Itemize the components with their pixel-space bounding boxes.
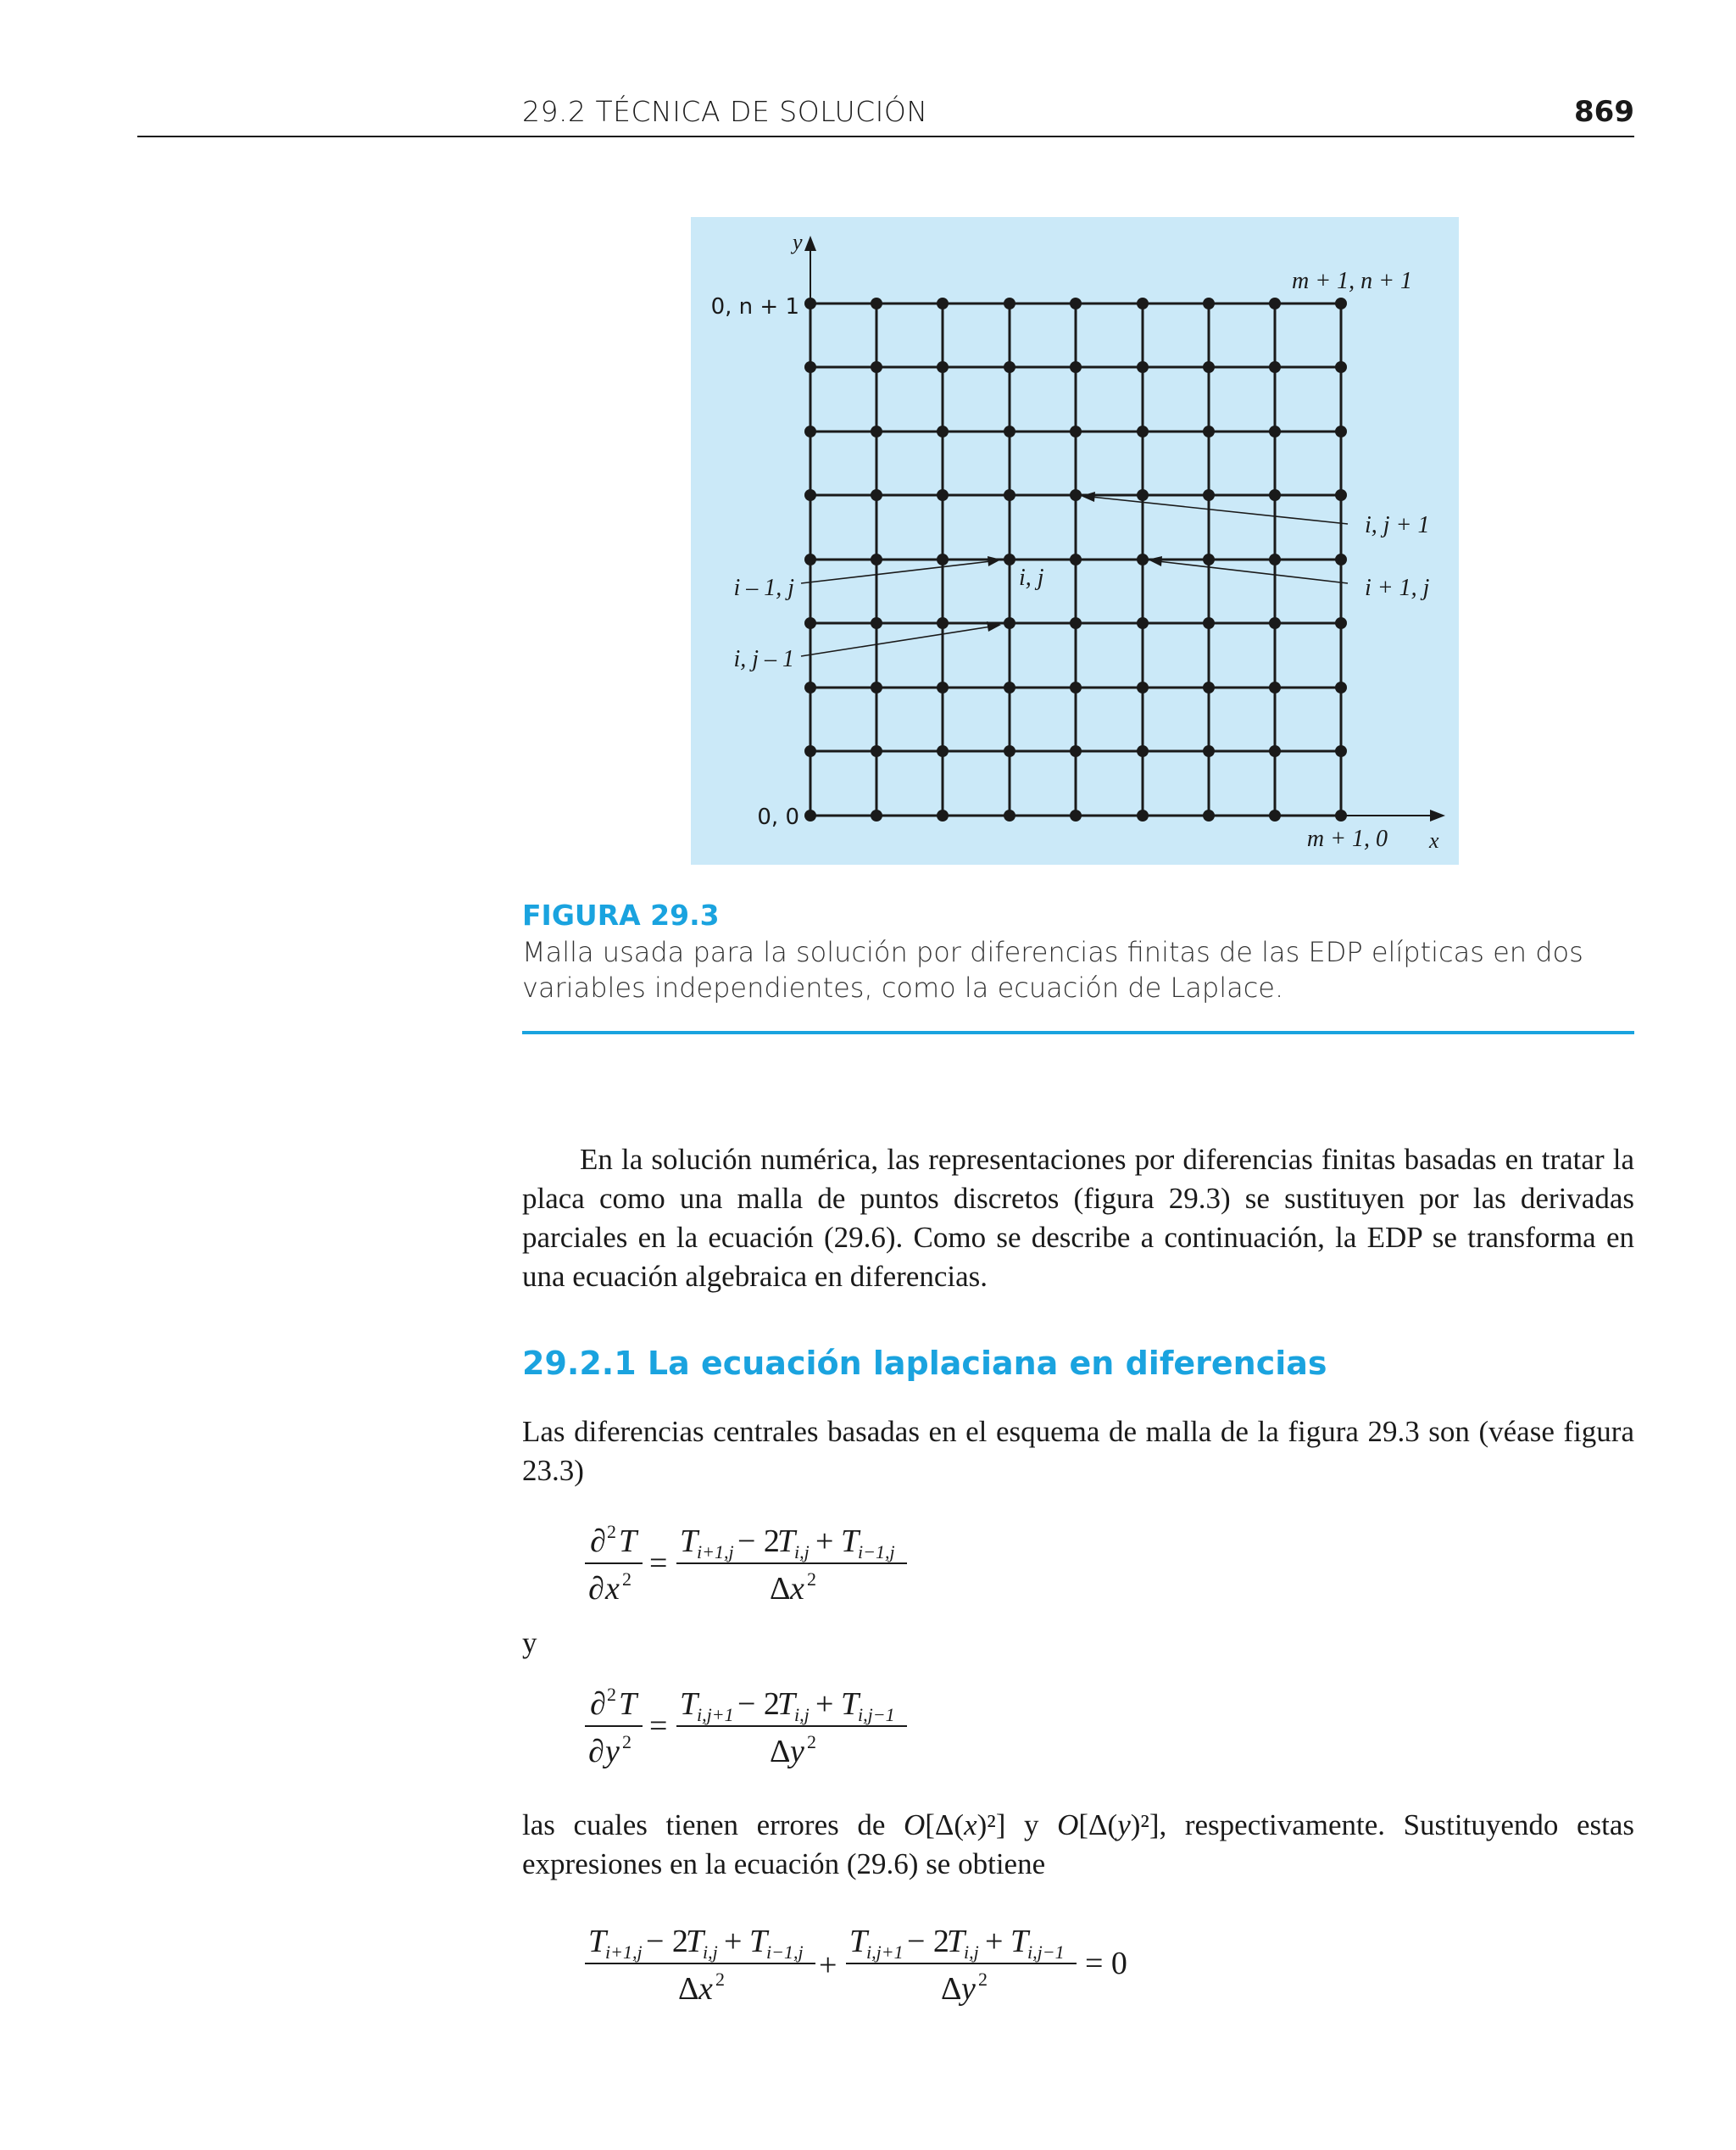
grid-node	[804, 682, 816, 693]
svg-text:T: T	[777, 1686, 796, 1722]
grid-node	[1335, 745, 1347, 757]
svg-text:Δ: Δ	[678, 1971, 699, 2007]
svg-text:− 2: − 2	[737, 1686, 780, 1722]
grid-node	[1269, 682, 1281, 693]
grid-node	[1269, 426, 1281, 437]
grid-node	[1004, 361, 1015, 373]
svg-text:T: T	[841, 1686, 860, 1722]
figure-caption-label: FIGURA 29.3	[522, 899, 720, 932]
grid-node	[804, 617, 816, 629]
svg-text:i,j+1: i,j+1	[866, 1941, 904, 1963]
svg-text:T: T	[841, 1523, 860, 1559]
svg-text:i+1,j: i+1,j	[697, 1541, 734, 1562]
grid-node	[1137, 426, 1149, 437]
grid-node	[871, 298, 882, 309]
grid-node	[937, 489, 949, 501]
grid-node	[804, 361, 816, 373]
grid-node	[1137, 489, 1149, 501]
grid-node	[1335, 682, 1347, 693]
grid-node	[1070, 682, 1082, 693]
svg-text:Δ: Δ	[770, 1571, 791, 1607]
svg-text:2: 2	[978, 1969, 988, 1990]
svg-text:+: +	[819, 1947, 837, 1983]
grid-node	[1070, 298, 1082, 309]
grid-node	[1335, 361, 1347, 373]
svg-text:2: 2	[715, 1969, 725, 1990]
svg-text:i,j: i,j	[964, 1941, 979, 1963]
svg-text:i,j: i,j	[794, 1541, 810, 1562]
svg-text:∂: ∂	[588, 1571, 604, 1607]
grid-node	[1070, 810, 1082, 822]
x-axis-label: x	[1429, 828, 1439, 853]
grid-node	[871, 745, 882, 757]
svg-text:2: 2	[607, 1521, 616, 1542]
svg-text:= 0: = 0	[1085, 1946, 1127, 1981]
grid-node	[1269, 617, 1281, 629]
grid-node	[1269, 554, 1281, 565]
grid-node	[1004, 298, 1015, 309]
svg-text:T: T	[947, 1924, 965, 1959]
svg-text:∂: ∂	[590, 1523, 606, 1559]
grid-node	[1070, 489, 1082, 501]
grid-node	[937, 361, 949, 373]
grid-node	[1203, 745, 1215, 757]
grid-node	[1070, 617, 1082, 629]
grid-node	[1137, 617, 1149, 629]
grid-node	[1070, 426, 1082, 437]
svg-text:x: x	[790, 1571, 804, 1607]
svg-text:T: T	[749, 1924, 768, 1959]
svg-text:i,j−1: i,j−1	[1027, 1941, 1065, 1963]
grid-node	[1335, 554, 1347, 565]
grid-node	[1335, 489, 1347, 501]
grid-node	[804, 489, 816, 501]
svg-text:x: x	[605, 1571, 620, 1607]
equation-laplace-difference	[585, 1914, 1161, 2016]
label-i-j-minus-1: i, j – 1	[733, 646, 794, 672]
svg-text:i−1,j: i−1,j	[766, 1941, 804, 1963]
grid-node	[1004, 554, 1015, 565]
label-bottom-left: 0, 0	[757, 805, 799, 830]
svg-text:+: +	[985, 1924, 1004, 1959]
svg-text:T: T	[680, 1686, 698, 1722]
grid-node	[871, 682, 882, 693]
grid-node	[937, 554, 949, 565]
grid-node	[871, 426, 882, 437]
grid-node	[1137, 554, 1149, 565]
grid-node	[804, 745, 816, 757]
grid-node	[1203, 298, 1215, 309]
body-paragraph-3: las cuales tienen errores de O[Δ(x)²] y O[Δ(y)²], respectivamente. Sustituyendo estas expresiones en la ecuación (29.6) se obtiene	[522, 1808, 1634, 1880]
page-number: 869	[1574, 95, 1634, 129]
grid-node	[1004, 426, 1015, 437]
grid-node	[1269, 489, 1281, 501]
grid-node	[871, 361, 882, 373]
svg-text:i,j+1: i,j+1	[697, 1704, 734, 1725]
svg-text:x: x	[698, 1971, 713, 2007]
label-top-right: m + 1, n + 1	[1291, 268, 1412, 294]
grid-node	[804, 554, 816, 565]
svg-text:y: y	[961, 1971, 976, 2007]
grid-node	[1335, 810, 1347, 822]
svg-text:T: T	[619, 1686, 637, 1722]
grid-node	[1203, 810, 1215, 822]
svg-text:+: +	[815, 1686, 834, 1722]
grid-node	[1070, 745, 1082, 757]
grid-node	[1004, 745, 1015, 757]
svg-text:T: T	[1010, 1924, 1029, 1959]
equation-d2t-dy2	[585, 1677, 924, 1779]
equation-d2t-dx2	[585, 1514, 924, 1616]
svg-text:i+1,j: i+1,j	[605, 1941, 643, 1963]
grid-node	[937, 617, 949, 629]
grid-node	[1137, 298, 1149, 309]
grid-node	[1203, 554, 1215, 565]
grid-node	[937, 298, 949, 309]
header-rule	[137, 136, 1634, 137]
grid-node	[804, 298, 816, 309]
grid-node	[937, 682, 949, 693]
grid-node	[1269, 361, 1281, 373]
svg-text:∂: ∂	[588, 1734, 604, 1769]
svg-text:T: T	[619, 1523, 637, 1559]
running-header-section: 29.2 TÉCNICA DE SOLUCIÓN	[522, 95, 928, 128]
grid-node	[1004, 682, 1015, 693]
svg-text:y: y	[790, 1734, 804, 1769]
svg-text:2: 2	[622, 1568, 632, 1590]
grid-node	[1004, 810, 1015, 822]
figure-caption-text: Malla usada para la solución por diferencias finitas de las EDP elípticas en dos variables independientes, como la ecuación de Laplace.	[522, 936, 1583, 1004]
grid-node	[1203, 617, 1215, 629]
label-i-plus-1-j: i + 1, j	[1365, 575, 1430, 601]
grid-node	[1004, 617, 1015, 629]
svg-text:2: 2	[607, 1684, 616, 1705]
grid-node	[1335, 617, 1347, 629]
grid-node	[1269, 810, 1281, 822]
grid-node	[871, 489, 882, 501]
svg-text:i,j: i,j	[703, 1941, 718, 1963]
svg-text:+: +	[815, 1523, 834, 1559]
grid-node	[1004, 489, 1015, 501]
grid-node	[1137, 682, 1149, 693]
svg-text:T: T	[777, 1523, 796, 1559]
svg-text:T: T	[849, 1924, 868, 1959]
body-paragraph-2: Las diferencias centrales basadas en el esquema de malla de la figura 29.3 son (véase figura 23.3)	[522, 1415, 1634, 1487]
grid-node	[871, 554, 882, 565]
svg-text:i−1,j: i−1,j	[858, 1541, 895, 1562]
svg-text:+: +	[724, 1924, 743, 1959]
svg-text:2: 2	[807, 1731, 816, 1752]
grid-node	[937, 810, 949, 822]
label-top-left: 0, n + 1	[710, 294, 799, 320]
svg-text:2: 2	[807, 1568, 816, 1590]
grid-node	[871, 617, 882, 629]
grid-node	[1335, 426, 1347, 437]
svg-text:i,j−1: i,j−1	[858, 1704, 895, 1725]
svg-text:2: 2	[622, 1731, 632, 1752]
svg-text:=: =	[649, 1546, 668, 1581]
svg-text:∂: ∂	[590, 1686, 606, 1722]
svg-text:y: y	[605, 1734, 620, 1769]
label-i-j: i, j	[1019, 565, 1044, 591]
grid-node	[1203, 426, 1215, 437]
svg-text:T: T	[686, 1924, 704, 1959]
label-i-j-plus-1: i, j + 1	[1365, 512, 1430, 538]
grid-node	[1070, 554, 1082, 565]
grid-node	[804, 810, 816, 822]
grid-node	[1269, 298, 1281, 309]
grid-node	[1137, 361, 1149, 373]
label-bottom-right: m + 1, 0	[1306, 826, 1388, 852]
svg-text:T: T	[680, 1523, 698, 1559]
svg-text:− 2: − 2	[646, 1924, 688, 1959]
section-heading: 29.2.1 La ecuación laplaciana en diferencias	[522, 1345, 1327, 1382]
running-header	[137, 95, 1634, 137]
figure-29-3	[691, 217, 1459, 865]
svg-text:=: =	[649, 1708, 668, 1744]
grid-node	[871, 810, 882, 822]
svg-text:Δ: Δ	[770, 1734, 791, 1769]
grid-node	[1137, 745, 1149, 757]
caption-rule	[522, 1031, 1634, 1034]
grid-node	[1203, 682, 1215, 693]
svg-text:− 2: − 2	[737, 1523, 780, 1559]
svg-text:− 2: − 2	[907, 1924, 949, 1959]
svg-text:T: T	[588, 1924, 607, 1959]
y-axis-label: y	[793, 230, 803, 254]
connector-y: y	[522, 1626, 537, 1659]
grid-node	[1137, 810, 1149, 822]
grid-node	[804, 426, 816, 437]
grid-node	[1269, 745, 1281, 757]
grid-node	[1203, 361, 1215, 373]
grid-node	[937, 745, 949, 757]
grid-node	[1335, 298, 1347, 309]
body-paragraph-1: En la solución numérica, las representaciones por diferencias finitas basadas en tratar la placa como una malla de puntos discretos (figura 29.3) se sustituyen por las derivadas parciales en la ecuación (29.6). Como se describe a continuación, la EDP se transforma en una ecuación algebraica en diferencias.	[522, 1143, 1634, 1293]
grid-node	[1070, 361, 1082, 373]
svg-text:Δ: Δ	[941, 1971, 962, 2007]
grid-figure	[691, 217, 1459, 865]
grid-node	[1203, 489, 1215, 501]
label-i-minus-1-j: i – 1, j	[733, 575, 794, 601]
grid-node	[937, 426, 949, 437]
svg-text:i,j: i,j	[794, 1704, 810, 1725]
